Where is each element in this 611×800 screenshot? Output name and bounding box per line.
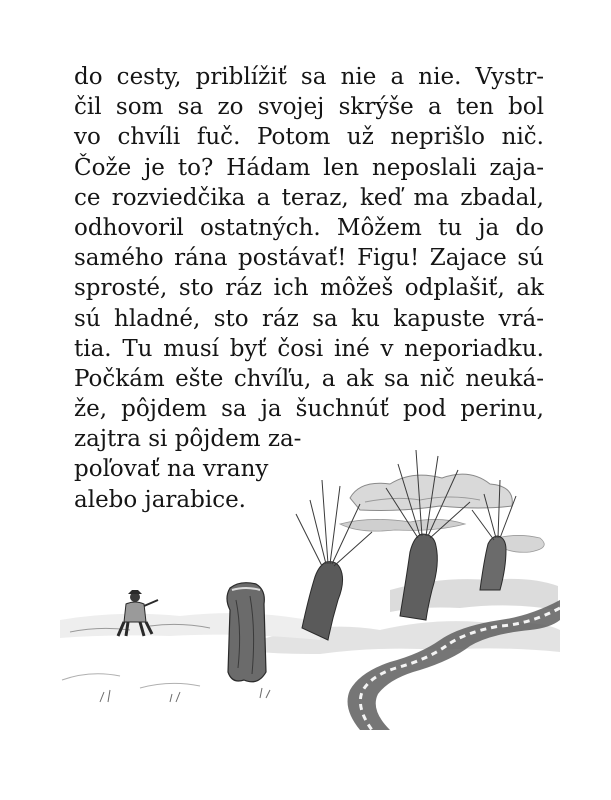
text-line: sú hladné, sto ráz sa ku kapuste vrá- — [74, 305, 544, 332]
text-line: do cesty, priblížiť sa nie a nie. Vystr- — [74, 64, 544, 90]
text-line: poľovať na vrany — [74, 456, 269, 483]
text-line: samého rána postávať! Figu! Zajace sú — [74, 245, 544, 272]
text-line: Čože je to? Hádam len neposlali zaja- — [74, 154, 544, 181]
winter-field-illustration — [60, 440, 560, 730]
text-line: sprosté, sto ráz ich môžeš odplašiť, ak — [74, 275, 544, 302]
text-line: vo chvíli fuč. Potom už neprišlo nič. — [74, 124, 544, 151]
text-line: tia. Tu musí byť čosi iné v neporiadku. — [74, 335, 544, 362]
winding-stream — [348, 600, 560, 730]
text-line: ce rozviedčika a teraz, keď ma zbadal, — [74, 184, 544, 211]
snow-ground — [60, 613, 320, 702]
text-line: odhovoril ostatných. Môžem tu ja do — [74, 214, 544, 241]
text-line: že, pôjdem sa ja šuchnúť pod perinu, — [74, 396, 544, 423]
text-line: Počkám ešte chvíľu, a ak sa nič neuká- — [74, 365, 544, 392]
tree-stump — [227, 583, 266, 682]
sky-clouds — [340, 474, 544, 552]
text-line: alebo jarabice. — [74, 486, 246, 513]
text-line: zajtra si pôjdem za- — [74, 426, 302, 453]
text-line: čil som sa zo svojej skrýše a ten bol — [74, 94, 544, 121]
